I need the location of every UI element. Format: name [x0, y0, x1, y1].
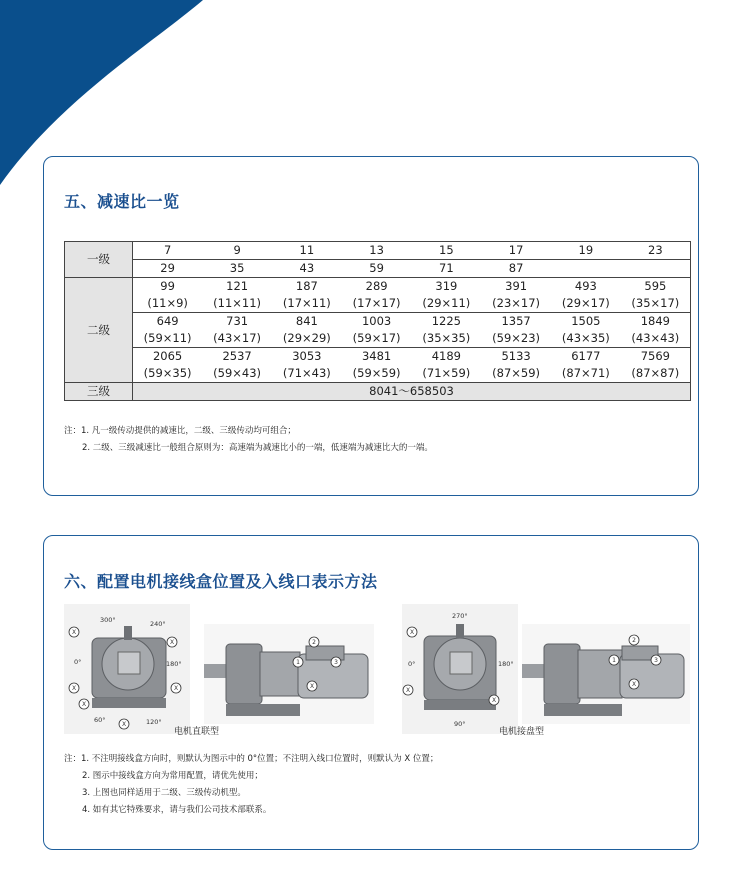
ratio-cell: 493: [551, 278, 621, 296]
ratio-cell: 319: [412, 278, 482, 296]
ratio-cell: 29: [133, 260, 203, 278]
ratio-cell: 3481: [342, 348, 412, 366]
x-marker: X: [173, 685, 179, 692]
combo-cell: (17×17): [342, 295, 412, 313]
note-line: 注：1. 不注明接线盒方向时，则默认为图示中的 0°位置；不注明入线口位置时，则默认为 X 位置；: [64, 754, 439, 764]
ratio-cell: 391: [481, 278, 551, 296]
combo-cell: (59×11): [133, 330, 203, 348]
combo-cell: (29×11): [412, 295, 482, 313]
note-line: 2. 图示中接线盒方向为常用配置，请优先使用；: [82, 771, 263, 781]
x-marker: X: [309, 683, 315, 690]
angle-label: 0°: [408, 660, 416, 668]
ratio-cell: 59: [342, 260, 412, 278]
combo-cell: (35×35): [412, 330, 482, 348]
ratio-section-card: [43, 156, 699, 496]
range-cell: 8041～658503: [133, 383, 691, 401]
ratio-cell: 1003: [342, 313, 412, 331]
section-title: 六、配置电机接线盒位置及入线口表示方法: [64, 572, 378, 591]
note-line: 4. 如有其它特殊要求，请与我们公司技术部联系。: [82, 805, 272, 815]
ratio-cell: 23: [621, 242, 691, 260]
ratio-cell: 2537: [202, 348, 272, 366]
x-marker: X: [491, 697, 497, 704]
combo-cell: (43×17): [202, 330, 272, 348]
combo-cell: (35×17): [621, 295, 691, 313]
note-line: 注：1. 凡一级传动提供的减速比，二级、三级传动均可组合；: [64, 426, 296, 436]
position-number: 3: [654, 657, 658, 664]
combo-cell: (59×59): [342, 365, 412, 383]
table-row: [65, 278, 691, 296]
ratio-cell: 99: [133, 278, 203, 296]
note-line: 2. 二级、三级减速比一般组合原则为：高速端为减速比小的一端，低速端为减速比大的一端。: [82, 443, 433, 453]
angle-label: 90°: [454, 720, 466, 728]
table-row: [65, 313, 691, 331]
ratio-cell: 731: [202, 313, 272, 331]
ratio-cell: 19: [551, 242, 621, 260]
ratio-table: [64, 241, 691, 401]
front-view-direct-motor-diagram: [64, 604, 190, 734]
ratio-cell: 841: [272, 313, 342, 331]
ratio-cell: 4189: [412, 348, 482, 366]
ratio-cell: 121: [202, 278, 272, 296]
table-row: [65, 242, 691, 260]
position-number: 2: [632, 637, 636, 644]
combo-cell: (87×87): [621, 365, 691, 383]
table-row: [65, 365, 691, 383]
ratio-cell: [551, 260, 621, 278]
table-row: [65, 383, 691, 401]
combo-cell: (71×43): [272, 365, 342, 383]
ratio-cell: 1505: [551, 313, 621, 331]
x-marker: X: [405, 687, 411, 694]
combo-cell: (43×43): [621, 330, 691, 348]
level-label: 三级: [65, 383, 133, 401]
combo-cell: (29×17): [551, 295, 621, 313]
ratio-notes: [64, 423, 433, 457]
combo-cell: (59×35): [133, 365, 203, 383]
x-marker: X: [71, 629, 77, 636]
table-row: [65, 348, 691, 366]
ratio-cell: 2065: [133, 348, 203, 366]
ratio-cell: 17: [481, 242, 551, 260]
ratio-cell: 7569: [621, 348, 691, 366]
angle-label: 300°: [100, 616, 116, 624]
ratio-cell: 15: [412, 242, 482, 260]
ratio-cell: 7: [133, 242, 203, 260]
ratio-cell: 87: [481, 260, 551, 278]
combo-cell: (59×17): [342, 330, 412, 348]
position-number: 2: [312, 639, 316, 646]
angle-label: 0°: [74, 658, 82, 666]
combo-cell: (71×59): [412, 365, 482, 383]
front-view-flange-motor-diagram: [402, 604, 518, 734]
ratio-cell: 3053: [272, 348, 342, 366]
table-row: [65, 330, 691, 348]
x-marker: X: [121, 721, 127, 728]
ratio-cell: 1357: [481, 313, 551, 331]
combo-cell: (87×71): [551, 365, 621, 383]
combo-cell: (23×17): [481, 295, 551, 313]
angle-label: 120°: [146, 718, 162, 726]
x-marker: X: [71, 685, 77, 692]
terminal-box-section-card: [43, 535, 699, 850]
ratio-cell: 1225: [412, 313, 482, 331]
ratio-cell: 9: [202, 242, 272, 260]
position-number: 3: [334, 659, 338, 666]
side-view-direct-motor-diagram: [204, 624, 374, 724]
table-row: [65, 260, 691, 278]
position-number: 1: [612, 657, 616, 664]
ratio-cell: 1849: [621, 313, 691, 331]
combo-cell: (17×11): [272, 295, 342, 313]
ratio-cell: 35: [202, 260, 272, 278]
x-marker: X: [409, 629, 415, 636]
ratio-cell: 649: [133, 313, 203, 331]
angle-label: 270°: [452, 612, 468, 620]
angle-label: 240°: [150, 620, 166, 628]
combo-cell: (59×23): [481, 330, 551, 348]
ratio-cell: 187: [272, 278, 342, 296]
level-label: 一级: [65, 242, 133, 278]
note-line: 3. 上图也同样适用于二级、三级传动机型。: [82, 788, 246, 798]
diagram-caption: 电机直联型: [174, 727, 220, 737]
diagram-caption: 电机接盘型: [499, 727, 545, 737]
combo-cell: (11×11): [202, 295, 272, 313]
ratio-cell: 5133: [481, 348, 551, 366]
x-marker: X: [169, 639, 175, 646]
ratio-cell: 11: [272, 242, 342, 260]
combo-cell: (43×35): [551, 330, 621, 348]
ratio-cell: 43: [272, 260, 342, 278]
ratio-cell: 13: [342, 242, 412, 260]
terminal-box-notes: [64, 751, 438, 819]
ratio-cell: 6177: [551, 348, 621, 366]
angle-label: 180°: [166, 660, 182, 668]
angle-label: 180°: [498, 660, 514, 668]
side-view-flange-motor-diagram: [522, 624, 690, 724]
angle-label: 60°: [94, 716, 106, 724]
combo-cell: (11×9): [133, 295, 203, 313]
ratio-cell: [621, 260, 691, 278]
x-marker: X: [81, 701, 87, 708]
table-row: [65, 295, 691, 313]
x-marker: X: [631, 681, 637, 688]
section-title: 五、减速比一览: [64, 192, 180, 211]
position-number: 1: [296, 659, 300, 666]
combo-cell: (87×59): [481, 365, 551, 383]
ratio-cell: 595: [621, 278, 691, 296]
combo-cell: (59×43): [202, 365, 272, 383]
combo-cell: (29×29): [272, 330, 342, 348]
ratio-cell: 71: [412, 260, 482, 278]
ratio-cell: 289: [342, 278, 412, 296]
level-label: 二级: [65, 278, 133, 383]
